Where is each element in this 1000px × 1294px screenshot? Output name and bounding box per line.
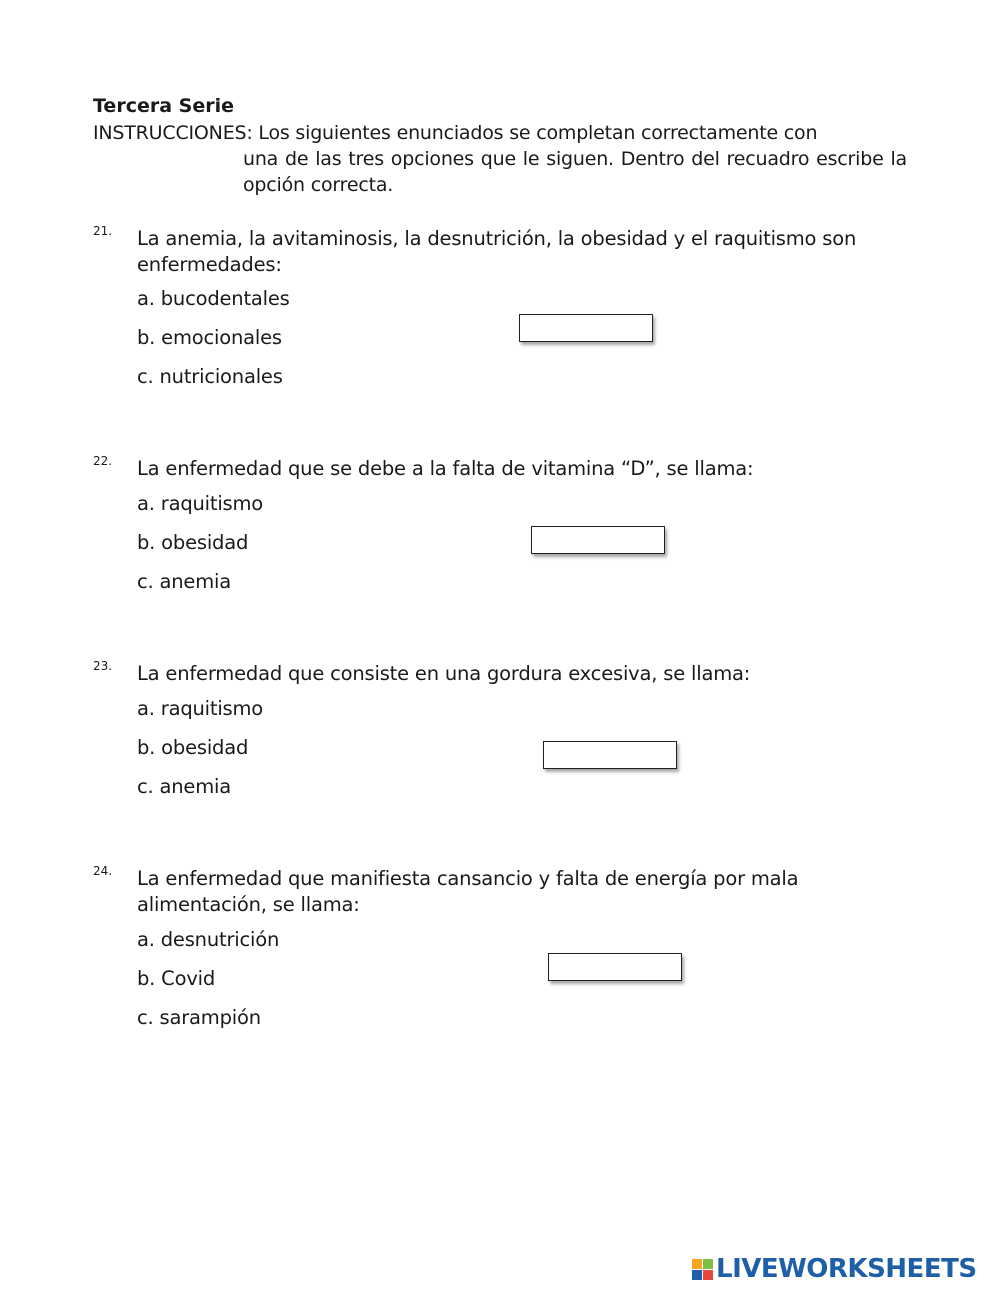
answer-box-23[interactable] (543, 741, 677, 769)
liveworksheets-logo (692, 1254, 977, 1284)
option-a: a. desnutrición (137, 928, 280, 951)
question-text: La anemia, la avitaminosis, la desnutrición, la obesidad y el raquitismo son enfermedades: (137, 227, 857, 276)
logo-mark-icon (692, 1259, 713, 1280)
option-a: a. raquitismo (137, 697, 264, 720)
question-number: 23. (93, 659, 113, 673)
option-c: c. anemia (137, 570, 231, 593)
option-c: c. nutricionales (137, 365, 283, 388)
question-number: 21. (93, 224, 113, 238)
answer-box-22[interactable] (531, 526, 665, 554)
option-b: b. obesidad (137, 736, 249, 759)
question-text: La enfermedad que se debe a la falta de vitamina “D”, se llama: (137, 457, 754, 480)
option-a: a. bucodentales (137, 287, 290, 310)
section-title: Tercera Serie (93, 95, 234, 117)
option-b: b. Covid (137, 967, 216, 990)
option-b: b. obesidad (137, 531, 249, 554)
question-number: 22. (93, 454, 113, 468)
instructions-lead: INSTRUCCIONES: Los siguientes enunciados se completan correctamente con (93, 122, 818, 144)
answer-box-21[interactable] (519, 314, 653, 342)
answer-box-24[interactable] (548, 953, 682, 981)
instructions (93, 120, 907, 198)
option-b: b. emocionales (137, 326, 282, 349)
question-number: 24. (93, 864, 113, 878)
instructions-rest: una de las tres opciones que le siguen. Dentro del recuadro escribe la opción correcta. (243, 148, 907, 196)
option-c: c. sarampión (137, 1006, 261, 1029)
question-text: La enfermedad que manifiesta cansancio y falta de energía por mala alimentación, se llama: (137, 867, 799, 916)
option-a: a. raquitismo (137, 492, 264, 515)
question-text: La enfermedad que consiste en una gordura excesiva, se llama: (137, 662, 751, 685)
brand-name: LIVEWORKSHEETS (716, 1254, 977, 1284)
option-c: c. anemia (137, 775, 231, 798)
